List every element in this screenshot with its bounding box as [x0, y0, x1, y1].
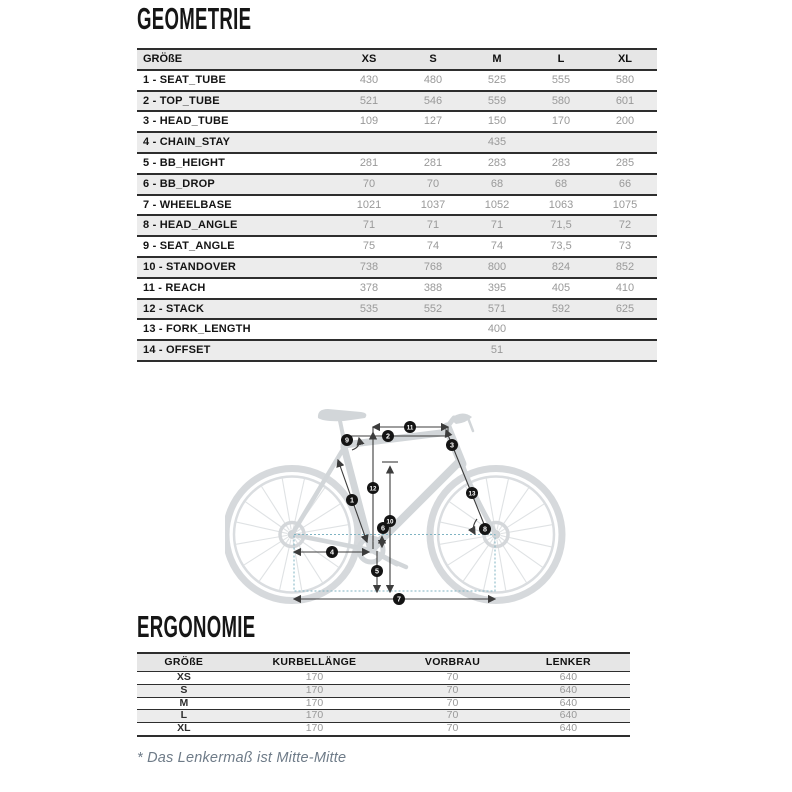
pedal [390, 560, 406, 567]
geometry-value: 430 [337, 70, 401, 91]
geometry-table [137, 48, 657, 362]
geometry-value: 1037 [401, 195, 465, 216]
bike-geometry-diagram [225, 388, 570, 620]
geometry-row-label: 4 - CHAIN_STAY [137, 132, 337, 153]
geometry-value: 800 [465, 257, 529, 278]
geometry-value: 378 [337, 278, 401, 299]
ergonomie-size-label: S [137, 684, 231, 697]
measurement-badge [341, 434, 353, 446]
geometry-row-label: 3 - HEAD_TUBE [137, 111, 337, 132]
geometry-value: 66 [593, 174, 657, 195]
ergonomie-section-title: ERGONOMIE [137, 609, 256, 644]
ergonomie-size-label: XL [137, 723, 231, 736]
svg-text:9: 9 [345, 435, 349, 445]
geometry-row [137, 257, 657, 278]
geometry-value: 74 [401, 236, 465, 257]
ergonomie-value: 170 [231, 684, 399, 697]
geometry-value: 73,5 [529, 236, 593, 257]
measurement-badge [326, 546, 338, 558]
geometry-value: 552 [401, 299, 465, 320]
geometry-section-title: GEOMETRIE [137, 1, 252, 36]
geometry-value: 71 [337, 215, 401, 236]
geometry-value: 70 [401, 174, 465, 195]
geometry-value: 824 [529, 257, 593, 278]
geometry-value: 109 [337, 111, 401, 132]
geometry-value: 535 [337, 299, 401, 320]
geometry-value: 768 [401, 257, 465, 278]
geometry-size-column-header: L [529, 49, 593, 70]
geometry-value: 580 [529, 91, 593, 112]
svg-text:8: 8 [483, 524, 487, 534]
svg-text:10: 10 [386, 518, 394, 526]
geometry-row [137, 319, 657, 340]
geometry-row-label: 7 - WHEELBASE [137, 195, 337, 216]
geometry-value: 200 [593, 111, 657, 132]
ergonomie-row [137, 684, 630, 697]
geometry-row-label: 11 - REACH [137, 278, 337, 299]
geometry-value: 580 [593, 70, 657, 91]
geometry-value: 75 [337, 236, 401, 257]
geometry-value: 170 [529, 111, 593, 132]
geometry-row-label: 13 - FORK_LENGTH [137, 319, 337, 340]
geometry-header-row [137, 49, 657, 70]
geometry-row-label: 10 - STANDOVER [137, 257, 337, 278]
geometry-value: 435 [337, 132, 657, 153]
geometry-size-header: GRÖßE [137, 49, 337, 70]
geometry-value: 559 [465, 91, 529, 112]
measurement-badge [466, 487, 478, 499]
ergonomie-column-header: GRÖßE [137, 653, 231, 672]
ergonomie-value: 70 [398, 697, 506, 710]
handlebar-footnote: * Das Lenkermaß ist Mitte-Mitte [137, 750, 347, 766]
ergonomie-value: 70 [398, 684, 506, 697]
geometry-row [137, 195, 657, 216]
ergonomie-value: 640 [507, 723, 630, 736]
geometry-row [137, 111, 657, 132]
geometry-value: 1052 [465, 195, 529, 216]
ergonomie-row [137, 723, 630, 736]
svg-text:1: 1 [350, 495, 354, 505]
geometry-row [137, 91, 657, 112]
geometry-value: 405 [529, 278, 593, 299]
geometry-value: 480 [401, 70, 465, 91]
geometry-value: 71,5 [529, 215, 593, 236]
svg-text:12: 12 [369, 485, 377, 493]
geometry-row [137, 174, 657, 195]
geometry-value: 74 [465, 236, 529, 257]
ergonomie-column-header: LENKER [507, 653, 630, 672]
ergonomie-column-header: VORBRAU [398, 653, 506, 672]
geometry-row-label: 6 - BB_DROP [137, 174, 337, 195]
measurement-badge [404, 421, 416, 433]
geometry-row-label: 1 - SEAT_TUBE [137, 70, 337, 91]
geometry-value: 281 [401, 153, 465, 174]
frame-tubes [292, 416, 496, 564]
geometry-value: 852 [593, 257, 657, 278]
geometry-value: 410 [593, 278, 657, 299]
svg-text:7: 7 [397, 594, 401, 604]
ergonomie-size-label: XS [137, 672, 231, 685]
ergonomie-value: 640 [507, 697, 630, 710]
geometry-value: 388 [401, 278, 465, 299]
measurement-badge [346, 494, 358, 506]
ergonomie-value: 70 [398, 710, 506, 723]
geometry-value: 73 [593, 236, 657, 257]
geometry-value: 127 [401, 111, 465, 132]
ergonomie-row [137, 697, 630, 710]
geometry-value: 592 [529, 299, 593, 320]
geometry-row-label: 12 - STACK [137, 299, 337, 320]
svg-text:3: 3 [450, 440, 454, 450]
geometry-row-label: 8 - HEAD_ANGLE [137, 215, 337, 236]
brake-lever [468, 418, 473, 431]
svg-text:6: 6 [381, 523, 385, 533]
ergonomie-value: 640 [507, 672, 630, 685]
geometry-value: 1021 [337, 195, 401, 216]
geometry-row [137, 153, 657, 174]
ergonomie-value: 170 [231, 672, 399, 685]
geometry-value: 71 [401, 215, 465, 236]
ergonomie-column-header: KURBELLÄNGE [231, 653, 399, 672]
geometry-row-label: 14 - OFFSET [137, 340, 337, 361]
svg-text:13: 13 [468, 490, 476, 498]
ergonomie-table [137, 652, 630, 737]
ergonomie-value: 640 [507, 710, 630, 723]
geometry-value: 68 [529, 174, 593, 195]
ergonomie-size-label: M [137, 697, 231, 710]
measurement-badge [446, 439, 458, 451]
ergonomie-value: 70 [398, 672, 506, 685]
ergonomie-row [137, 672, 630, 685]
geometry-value: 400 [337, 319, 657, 340]
geometry-row [137, 278, 657, 299]
svg-text:4: 4 [330, 547, 334, 557]
geometry-value: 68 [465, 174, 529, 195]
geometry-value: 521 [337, 91, 401, 112]
geometry-row [137, 132, 657, 153]
ergonomie-value: 70 [398, 723, 506, 736]
geometry-value: 601 [593, 91, 657, 112]
geometry-row [137, 215, 657, 236]
measurement-badge [393, 593, 405, 605]
geometry-value: 283 [529, 153, 593, 174]
geometry-row-label: 5 - BB_HEIGHT [137, 153, 337, 174]
ergonomie-header-row [137, 653, 630, 672]
ergonomie-size-label: L [137, 710, 231, 723]
geometry-value: 283 [465, 153, 529, 174]
geometry-size-column-header: M [465, 49, 529, 70]
ergonomie-row [137, 710, 630, 723]
geometry-size-column-header: XL [593, 49, 657, 70]
bike-silhouette [226, 409, 562, 604]
measurement-badge [382, 430, 394, 442]
measurement-badge [479, 523, 491, 535]
svg-text:11: 11 [406, 424, 414, 432]
svg-text:5: 5 [375, 566, 379, 576]
measurement-badge [371, 565, 383, 577]
geometry-value: 555 [529, 70, 593, 91]
geometry-value: 281 [337, 153, 401, 174]
geometry-value: 70 [337, 174, 401, 195]
geometry-value: 150 [465, 111, 529, 132]
geometry-row-label: 2 - TOP_TUBE [137, 91, 337, 112]
measurement-badge [367, 482, 379, 494]
geometry-value: 51 [337, 340, 657, 361]
ergonomie-value: 170 [231, 710, 399, 723]
geometry-row [137, 70, 657, 91]
ergonomie-value: 170 [231, 697, 399, 710]
geometry-value: 625 [593, 299, 657, 320]
geometry-size-column-header: XS [337, 49, 401, 70]
geometry-value: 738 [337, 257, 401, 278]
geometry-value: 285 [593, 153, 657, 174]
geometry-value: 1063 [529, 195, 593, 216]
geometry-row [137, 299, 657, 320]
saddle [318, 409, 366, 421]
ergonomie-value: 170 [231, 723, 399, 736]
geometry-value: 395 [465, 278, 529, 299]
measurement-badge [384, 515, 396, 527]
ergonomie-value: 640 [507, 684, 630, 697]
geometry-row-label: 9 - SEAT_ANGLE [137, 236, 337, 257]
geometry-value: 546 [401, 91, 465, 112]
geometry-value: 571 [465, 299, 529, 320]
geometry-value: 72 [593, 215, 657, 236]
geometry-row [137, 340, 657, 361]
geometry-value: 525 [465, 70, 529, 91]
geometry-value: 71 [465, 215, 529, 236]
geometry-size-column-header: S [401, 49, 465, 70]
svg-text:2: 2 [386, 431, 390, 441]
geometry-row [137, 236, 657, 257]
geometry-value: 1075 [593, 195, 657, 216]
